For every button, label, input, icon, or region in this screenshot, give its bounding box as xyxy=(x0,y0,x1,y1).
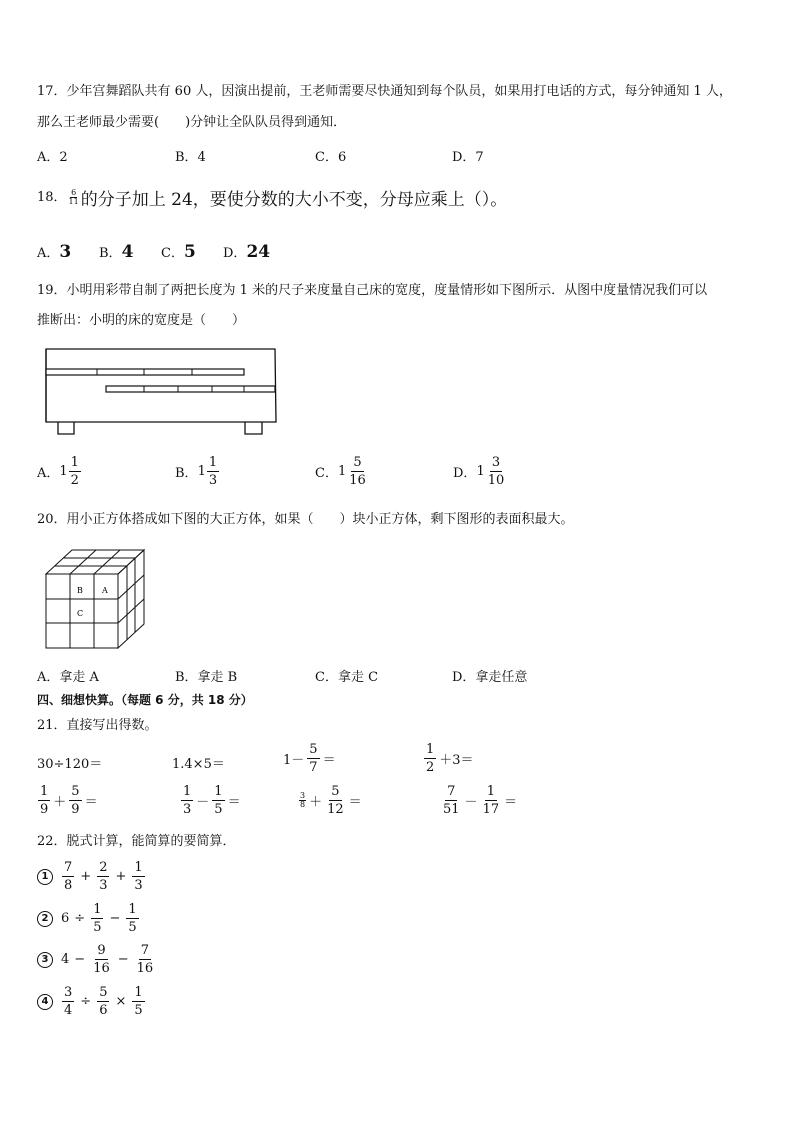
q17-option-c: C．6 xyxy=(315,150,347,165)
cube-label-c: C xyxy=(77,609,84,618)
q19-option-a: A． 1 $\frac{1}{2}$ xyxy=(37,455,79,488)
q19-option-b: B． 1 $\frac{1}{3}$ xyxy=(175,455,218,488)
q21-title: 21．直接写出得数。 xyxy=(37,718,158,733)
q22-item-4: 4 $\frac{3}{4}$ ÷ $\frac{5}{6}$ × $\frac{1}{5}$ xyxy=(37,986,146,1017)
q22-item-1: 1 $\frac{7}{8}$ + $\frac{2}{3}$ + $\frac{1}{3}$ xyxy=(37,861,146,892)
q19-option-c: C． 1 $\frac{5}{16}$ xyxy=(315,455,366,488)
cube-figure xyxy=(44,546,148,652)
q18-fraction xyxy=(68,189,80,206)
q21-r2c3: $\frac{3}{8}$ ＋ $\frac{5}{12}$ ＝ xyxy=(300,784,362,817)
q22-item-2: 2 6 ÷ $\frac{1}{5}$ − $\frac{1}{5}$ xyxy=(37,903,140,934)
q17-line2: 那么王老师最少需要( )分钟让全队队员得到通知． xyxy=(37,115,347,130)
q18-stem xyxy=(37,185,507,210)
q18-fraction-denominator: 11 xyxy=(68,197,79,206)
q19-option-d: D． 1 $\frac{3}{10}$ xyxy=(453,455,505,488)
q18-option-a: A．3 xyxy=(37,242,72,262)
q20-option-d: D．拿走任意 xyxy=(452,670,528,685)
q21-r1c3: 1－ $\frac{5}{7}$ ＝ xyxy=(283,742,336,775)
q20-option-b: B．拿走 B xyxy=(175,670,238,685)
q21-r2c4: $\frac{7}{51}$ － $\frac{1}{17}$ ＝ xyxy=(443,784,518,817)
q20-option-c: C．拿走 C xyxy=(315,670,379,685)
q18-option-b: B．4 xyxy=(99,242,134,262)
q18-number: 18． xyxy=(37,189,67,205)
q17-option-a: A．2 xyxy=(37,150,68,165)
q21-r1c1: 30÷120＝ xyxy=(37,757,103,772)
q22-item-3: 3 4 − $\frac{9}{16}$ − $\frac{7}{16}$ xyxy=(37,944,156,975)
cube-label-b: B xyxy=(77,586,83,595)
q21-r2c1: $\frac{1}{9}$ ＋ $\frac{5}{9}$ ＝ xyxy=(40,784,98,817)
q18-text: 的分子加上 24，要使分数的大小不变，分母应乘上（）。 xyxy=(80,190,508,210)
q18-option-c: C．5 xyxy=(161,242,196,262)
q20-text: 20．用小正方体搭成如下图的大正方体，如果（ ）块小正方体，剩下图形的表面积最大。 xyxy=(37,512,574,527)
q18-option-d: D．24 xyxy=(223,242,271,262)
q20-option-a: A．拿走 A xyxy=(37,670,99,685)
q17-option-d: D．7 xyxy=(452,150,484,165)
q17-option-b: B．4 xyxy=(175,150,206,165)
q17-line1: 17．少年宫舞蹈队共有 60 人，因演出提前，王老师需要尽快通知到每个队员，如果用打电话的方式，每分钟通知 1 人， xyxy=(37,84,732,99)
bed-ruler-figure xyxy=(40,342,285,437)
q21-r1c4: $\frac{1}{2}$ ＋3＝ xyxy=(426,742,474,775)
cube-label-a: A xyxy=(102,586,108,595)
q19-options xyxy=(37,456,593,487)
q19-line2: 推断出：小明的床的宽度是（ ） xyxy=(37,313,246,328)
q21-r1c2: 1.4×5＝ xyxy=(172,757,225,772)
ruler-upper xyxy=(46,369,244,375)
q18-fraction-numerator: 6 xyxy=(71,188,77,197)
q21-r2c2: $\frac{1}{3}$ － $\frac{1}{5}$ ＝ xyxy=(183,784,241,817)
q22-title: 22．脱式计算，能简算的要简算． xyxy=(37,834,236,849)
section-4-heading: 四、细想快算。（每题 6 分，共 18 分） xyxy=(37,693,253,707)
ruler-lower xyxy=(106,386,275,392)
q18-options xyxy=(37,242,285,262)
q19-line1: 19．小明用彩带自制了两把长度为 1 米的尺子来度量自己床的宽度，度量情形如下图所示．从图中度量情况我们可以 xyxy=(37,283,708,298)
